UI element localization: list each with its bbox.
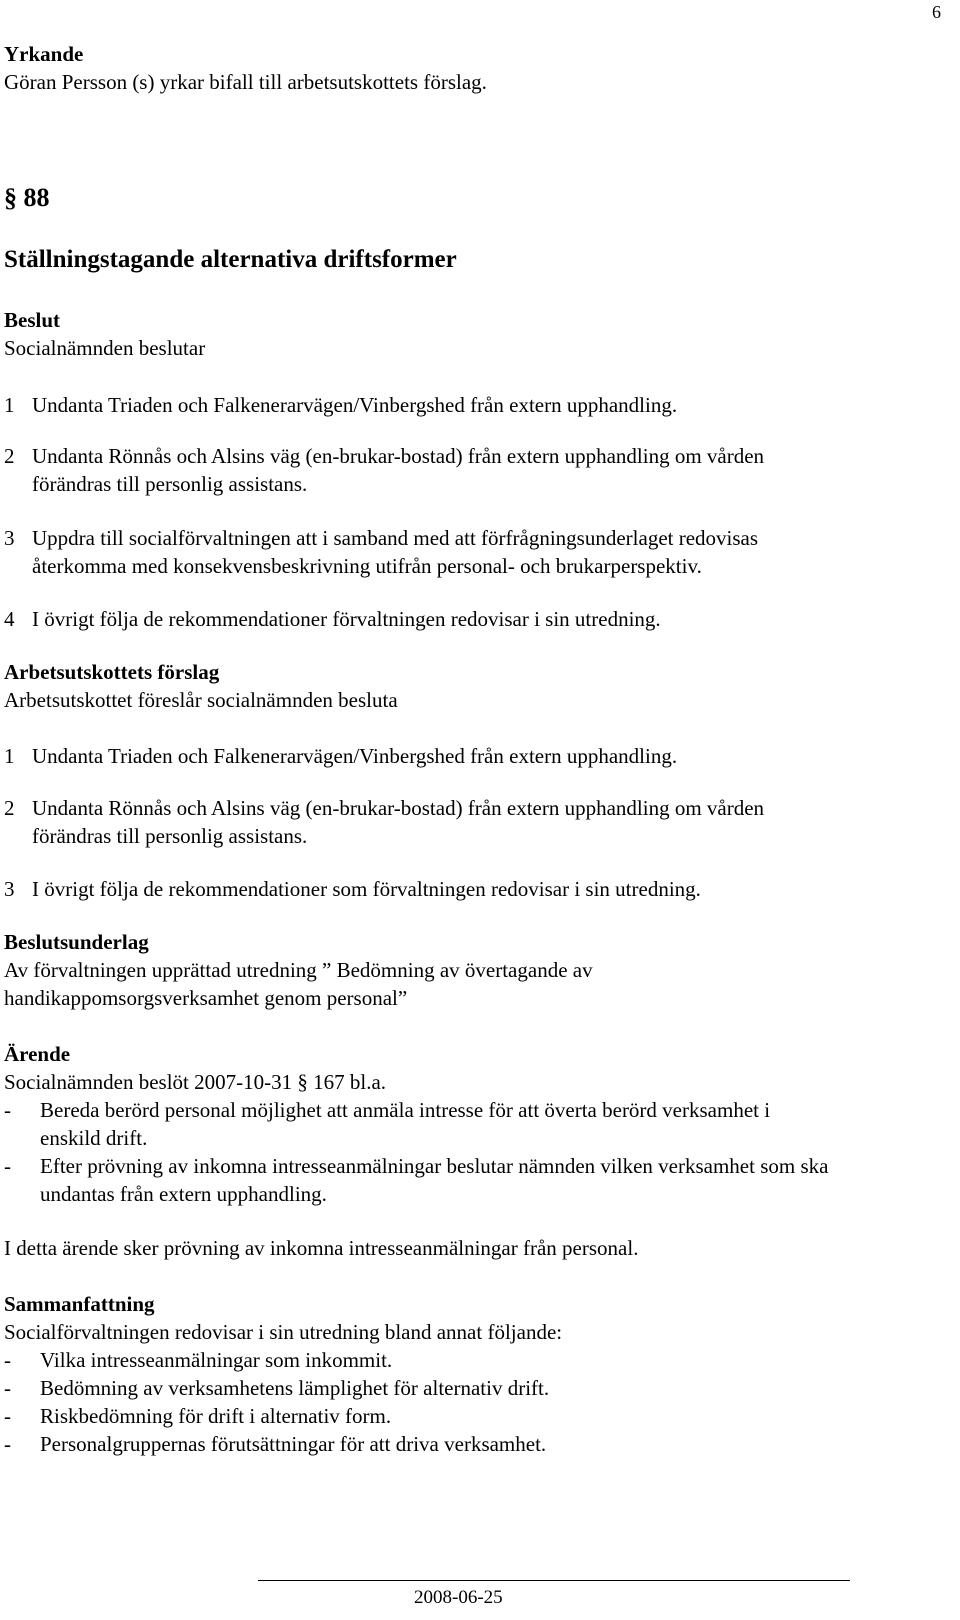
beslutsunderlag-heading: Beslutsunderlag: [4, 930, 149, 954]
beslut-heading: Beslut: [4, 308, 61, 332]
sammanfattning-bullet-4-marker: -: [4, 1432, 11, 1456]
beslut-item-3-text: Uppdra till socialförvaltningen att i samband med att förfrågningsunderlaget redovisas: [32, 526, 759, 550]
beslut-item-3-text-cont: återkomma med konsekvensbeskrivning utifrån personal- och brukarperspektiv.: [32, 554, 702, 578]
arende-bullet-1-text: Bereda berörd personal möjlighet att anmäla intresse för att överta berörd verksamhet i: [40, 1098, 771, 1122]
beslut-item-4-text: I övrigt följa de rekommendationer förvaltningen redovisar i sin utredning.: [32, 607, 661, 631]
beslut-item-4-number: 4: [4, 607, 15, 631]
arende-bullet-2-text: Efter prövning av inkomna intresseanmälningar beslutar nämnden vilken verksamhet som ska: [40, 1154, 829, 1178]
sammanfattning-bullet-3-marker: -: [4, 1404, 11, 1428]
sammanfattning-heading: Sammanfattning: [4, 1292, 155, 1316]
sammanfattning-intro: Socialförvaltningen redovisar i sin utredning bland annat följande:: [4, 1320, 563, 1344]
section-title: Ställningstagande alternativa driftsformer: [4, 246, 457, 273]
au-item-1-number: 1: [4, 744, 15, 768]
sammanfattning-bullet-4-text: Personalgruppernas förutsättningar för att driva verksamhet.: [40, 1432, 547, 1456]
sammanfattning-bullet-2-marker: -: [4, 1376, 11, 1400]
beslut-item-1-text: Undanta Triaden och Falkenerarvägen/Vinbergshed från extern upphandling.: [32, 393, 678, 417]
au-item-2-text: Undanta Rönnås och Alsins väg (en-brukar-bostad) från extern upphandling om vården: [32, 796, 765, 820]
arende-heading: Ärende: [4, 1042, 71, 1066]
yrkande-text: Göran Persson (s) yrkar bifall till arbetsutskottets förslag.: [4, 70, 487, 94]
page-number: 6: [932, 2, 941, 22]
beslut-item-2-text-cont: förändras till personlig assistans.: [32, 472, 308, 496]
sammanfattning-bullet-2-text: Bedömning av verksamhetens lämplighet för alternativ drift.: [40, 1376, 550, 1400]
arbetsutskottet-intro: Arbetsutskottet föreslår socialnämnden besluta: [4, 688, 398, 712]
yrkande-heading: Yrkande: [4, 42, 84, 66]
au-item-2-text-cont: förändras till personlig assistans.: [32, 824, 308, 848]
arende-bullet-1-text-cont: enskild drift.: [40, 1126, 148, 1150]
footer-rule: [258, 1580, 850, 1581]
au-item-1-text: Undanta Triaden och Falkenerarvägen/Vinbergshed från extern upphandling.: [32, 744, 678, 768]
sammanfattning-bullet-1-marker: -: [4, 1348, 11, 1372]
beslutsunderlag-text: Av förvaltningen upprättad utredning ” Bedömning av övertagande av: [4, 958, 593, 982]
arende-bullet-1-marker: -: [4, 1098, 11, 1122]
beslutsunderlag-text-cont: handikappomsorgsverksamhet genom personal”: [4, 986, 408, 1010]
arende-closing: I detta ärende sker prövning av inkomna intresseanmälningar från personal.: [4, 1236, 639, 1260]
sammanfattning-bullet-3-text: Riskbedömning för drift i alternativ form.: [40, 1404, 392, 1428]
beslut-item-2-text: Undanta Rönnås och Alsins väg (en-brukar-bostad) från extern upphandling om vården: [32, 444, 765, 468]
arbetsutskottet-heading: Arbetsutskottets förslag: [4, 660, 220, 684]
beslut-item-3-number: 3: [4, 526, 15, 550]
beslut-item-1-number: 1: [4, 393, 15, 417]
au-item-3-text: I övrigt följa de rekommendationer som förvaltningen redovisar i sin utredning.: [32, 877, 701, 901]
arende-bullet-2-text-cont: undantas från extern upphandling.: [40, 1182, 327, 1206]
au-item-2-number: 2: [4, 796, 15, 820]
section-number: § 88: [4, 183, 50, 212]
beslut-item-2-number: 2: [4, 444, 15, 468]
au-item-3-number: 3: [4, 877, 15, 901]
beslut-intro: Socialnämnden beslutar: [4, 336, 206, 360]
arende-intro: Socialnämnden beslöt 2007-10-31 § 167 bl.a.: [4, 1070, 387, 1094]
footer-date: 2008-06-25: [414, 1587, 503, 1608]
arende-bullet-2-marker: -: [4, 1154, 11, 1178]
sammanfattning-bullet-1-text: Vilka intresseanmälningar som inkommit.: [40, 1348, 393, 1372]
